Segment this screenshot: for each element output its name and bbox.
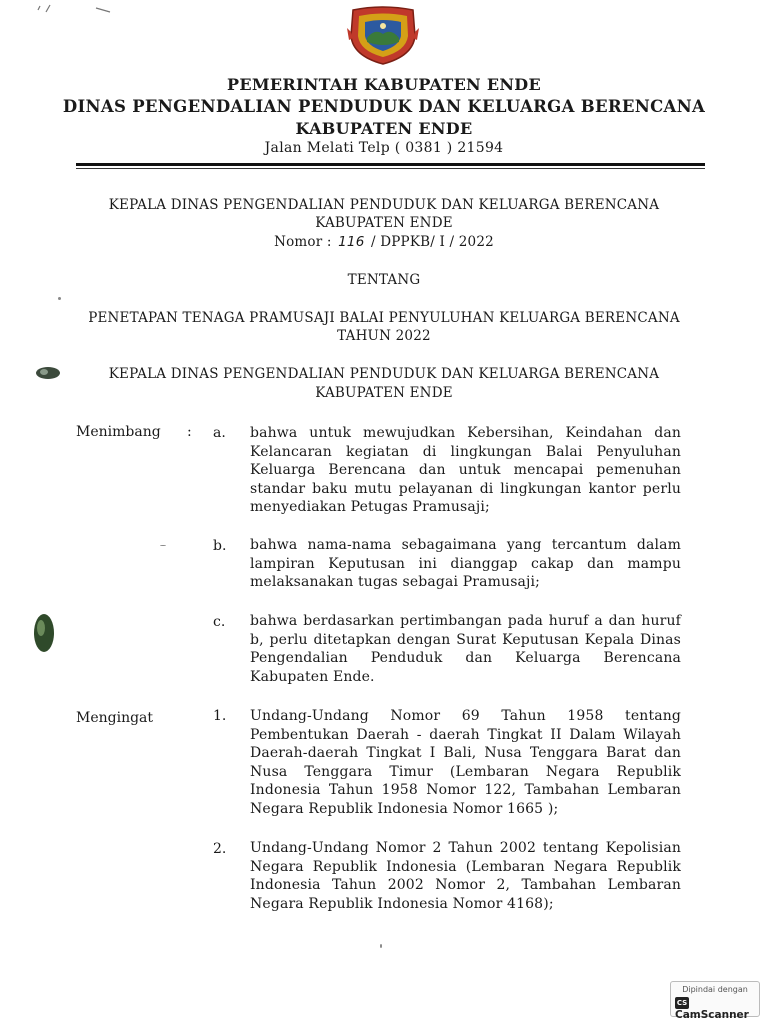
menimbang-item-c: bahwa berdasarkan pertimbangan pada huruf a dan huruf b, perlu ditetapkan dengan Surat Keputusan Kepala Dinas Pengendalian Penduduk dan Keluarga Berencana Kabupaten Ende. xyxy=(250,613,681,685)
issuer2-line1: KEPALA DINAS PENGENDALIAN PENDUDUK DAN KELUARGA BERENCANA xyxy=(108,366,660,382)
menimbang-mark-c: c. xyxy=(213,614,226,630)
header-rule-thin xyxy=(76,168,705,169)
scan-top-marks xyxy=(36,2,116,16)
header-rule-thick xyxy=(76,163,705,166)
nomor-handwritten: 116 xyxy=(338,234,365,250)
mengingat-item-2: Undang-Undang Nomor 2 Tahun 2002 tentang Kepolisian Negara Republik Indonesia (Lembaran Negara Republik Indonesia Tahun 2002 Nomor 2, Tambahan Lembaran Negara Republik Indonesia Nomor 4168); xyxy=(250,840,681,912)
camscanner-logo-icon: CS xyxy=(676,999,688,1007)
issuer-line2: KABUPATEN ENDE xyxy=(315,215,453,231)
mengingat-item-1: Undang-Undang Nomor 69 Tahun 1958 tentang Pembentukan Daerah - daerah Tingkat II Dalam Wilayah Daerah-daerah Tingkat I Bali, Nusa Tenggara Barat dan Nusa Tenggara Timur (Lembaran Negara Republik Indonesia Tahun 1958 Nomor 122, Tambahan Lembaran Negara Republik Indonesia Nomor 1665 ); xyxy=(250,708,681,817)
watermark-brand-name: CamScanner xyxy=(675,1009,749,1021)
scan-speck xyxy=(58,297,61,300)
nomor-label: Nomor : xyxy=(274,234,332,250)
menimbang-mark-a: a. xyxy=(213,425,226,441)
menimbang-colon: : xyxy=(187,424,192,440)
watermark-brand xyxy=(675,997,759,1021)
scan-smudge-mark xyxy=(32,612,56,654)
header-department: DINAS PENGENDALIAN PENDUDUK DAN KELUARGA BERENCANA xyxy=(62,97,706,116)
mengingat-mark-1: 1. xyxy=(213,708,227,724)
header-address: Jalan Melati Telp ( 0381 ) 21594 xyxy=(264,140,504,156)
issuer2-line2: KABUPATEN ENDE xyxy=(315,385,453,401)
subject-line2: TAHUN 2022 xyxy=(337,328,431,344)
camscanner-watermark xyxy=(670,981,760,1021)
scan-smudge-small xyxy=(34,364,62,382)
menimbang-item-b: bahwa nama-nama sebagaimana yang tercantum dalam lampiran Keputusan ini dianggap cakap dan mampu melaksanakan tugas sebagai Pramusaji; xyxy=(250,537,681,590)
mengingat-mark-2: 2. xyxy=(213,841,227,857)
menimbang-mark-b: b. xyxy=(213,538,227,554)
nomor-rest: / DPPKB/ I / 2022 xyxy=(371,234,494,250)
scan-speck xyxy=(160,545,166,546)
tentang-heading: TENTANG xyxy=(347,272,421,288)
menimbang-label: Menimbang xyxy=(76,424,161,440)
scan-speck xyxy=(380,944,382,948)
subject-line1: PENETAPAN TENAGA PRAMUSAJI BALAI PENYULUHAN KELUARGA BERENCANA xyxy=(88,310,680,326)
decree-number xyxy=(40,234,728,250)
header-regency: KABUPATEN ENDE xyxy=(295,119,473,138)
mengingat-label: Mengingat xyxy=(76,710,154,726)
menimbang-item-a: bahwa untuk mewujudkan Kebersihan, Keindahan dan Kelancaran kegiatan di lingkungan Balai Penyuluhan Keluarga Berencana dan untuk mencapai pemenuhan standar baku mutu pelayanan di lingkungan kantor perlu menyediakan Petugas Pramusaji; xyxy=(250,425,681,515)
header-government: PEMERINTAH KABUPATEN ENDE xyxy=(227,75,541,94)
watermark-caption: Dipindai dengan xyxy=(682,985,748,994)
regency-emblem-logo xyxy=(345,6,421,66)
issuer-line1: KEPALA DINAS PENGENDALIAN PENDUDUK DAN KELUARGA BERENCANA xyxy=(108,197,660,213)
